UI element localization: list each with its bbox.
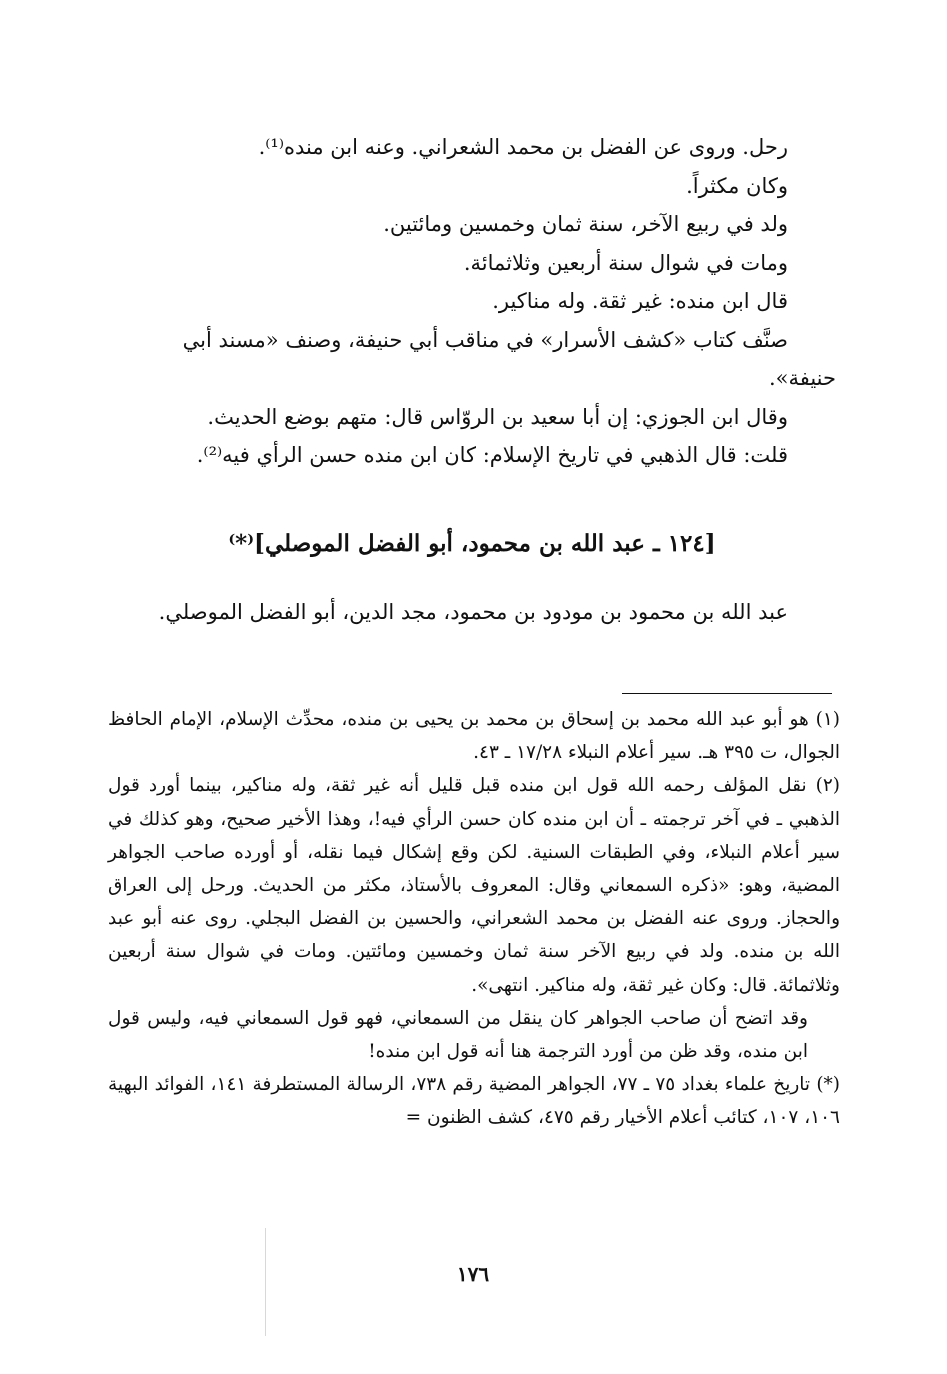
- footnote-text: هو أبو عبد الله محمد بن إسحاق بن محمد بن يحيى بن منده، محدِّث الإسلام، الإمام الحافظ الجوال، ت ٣٩٥ هـ. سير أعلام النبلاء ١٧/٢٨ ـ ٤٣.: [108, 709, 840, 764]
- page-number: ١٧٦: [456, 1262, 490, 1286]
- scan-artifact-line: [265, 1228, 266, 1336]
- text-line: صنَّف كتاب «كشف الأسرار» في مناقب أبي حنيفة، وصنف «مسند أبي: [182, 327, 788, 352]
- footnote-2-continuation: وقد اتضح أن صاحب الجواهر كان ينقل من السمعاني، فهو قول السمعاني فيه، وليس قول ابن منده، وقد ظن من أورد الترجمة هنا أنه قول ابن منده!: [108, 1007, 808, 1063]
- biography-text: [108, 128, 836, 475]
- footnote-marker: (٢): [815, 775, 840, 797]
- section-heading: [١٢٤ ـ عبد الله بن محمود، أبو الفضل الموصلي]⁽*⁾: [228, 530, 716, 557]
- footnote-3: [108, 1068, 840, 1134]
- footnote-marker: (*): [816, 1074, 840, 1096]
- text-line: وقال ابن الجوزي: إن أبا سعيد بن الروّاس قال: متهم بوضع الحديث.: [207, 404, 788, 429]
- text-line: رحل. وروى عن الفضل بن محمد الشعراني. وعنه ابن منده⁽¹⁾.: [258, 135, 788, 159]
- text-line: قال ابن منده: غير ثقة. وله مناكير.: [492, 289, 788, 313]
- footnote-separator: [622, 693, 832, 694]
- text-line: قلت: قال الذهبي في تاريخ الإسلام: كان ابن منده حسن الرأي فيه⁽²⁾.: [196, 443, 788, 467]
- footnote-text: نقل المؤلف رحمه الله قول ابن منده قبل قليل أنه غير ثقة، وله مناكير، بينما أورد قول الذهبي ـ في آخر ترجمته ـ أن ابن منده كان حسن الرأي فيه!، وهذا الأخير صحيح، وهو كذلك في سير أعلام النبلاء، وفي الطبقات السنية. لكن وقع إشكال فيما نقله، أو أورده صاحب الجواهر المضية، وهو: «ذكره السمعاني وقال: المعروف بالأستاذ، مكثر من الحديث. ورحل إلى العراق والحجاز. وروى عنه الفضل بن محمد الشعراني، والحسين بن الفضل البجلي. روى عنه أبو عبد الله بن منده. ولد في ربيع الآخر سنة ثمان وخمسين ومائتين. ومات في شوال سنة أربعين وثلاثمائة. قال: وكان غير ثقة، وله مناكير. انتهى».: [108, 775, 840, 996]
- footnotes: [108, 703, 840, 1135]
- entry-paragraph: [108, 592, 836, 632]
- footnote-2: [108, 769, 840, 1001]
- text-line: ومات في شوال سنة أربعين وثلاثمائة.: [463, 250, 788, 275]
- text-line: ولد في ربيع الآخر، سنة ثمان وخمسين ومائتين.: [383, 212, 788, 236]
- footnote-1: [108, 703, 840, 769]
- footnote-marker: (١): [815, 709, 840, 730]
- text-line: حنيفة».: [768, 366, 836, 390]
- text-line: وكان مكثراً.: [686, 173, 788, 198]
- footnote-text: تاريخ علماء بغداد ٧٥ ـ ٧٧، الجواهر المضية رقم ٧٣٨، الرسالة المستطرفة ١٤١، الفوائد البهية ١٠٦، ١٠٧، كتائب أعلام الأخيار رقم ٤٧٥، كشف الظنون =: [108, 1074, 840, 1129]
- entry-text: عبد الله بن محمود بن مودود بن محمود، مجد الدين، أبو الفضل الموصلي.: [158, 600, 788, 624]
